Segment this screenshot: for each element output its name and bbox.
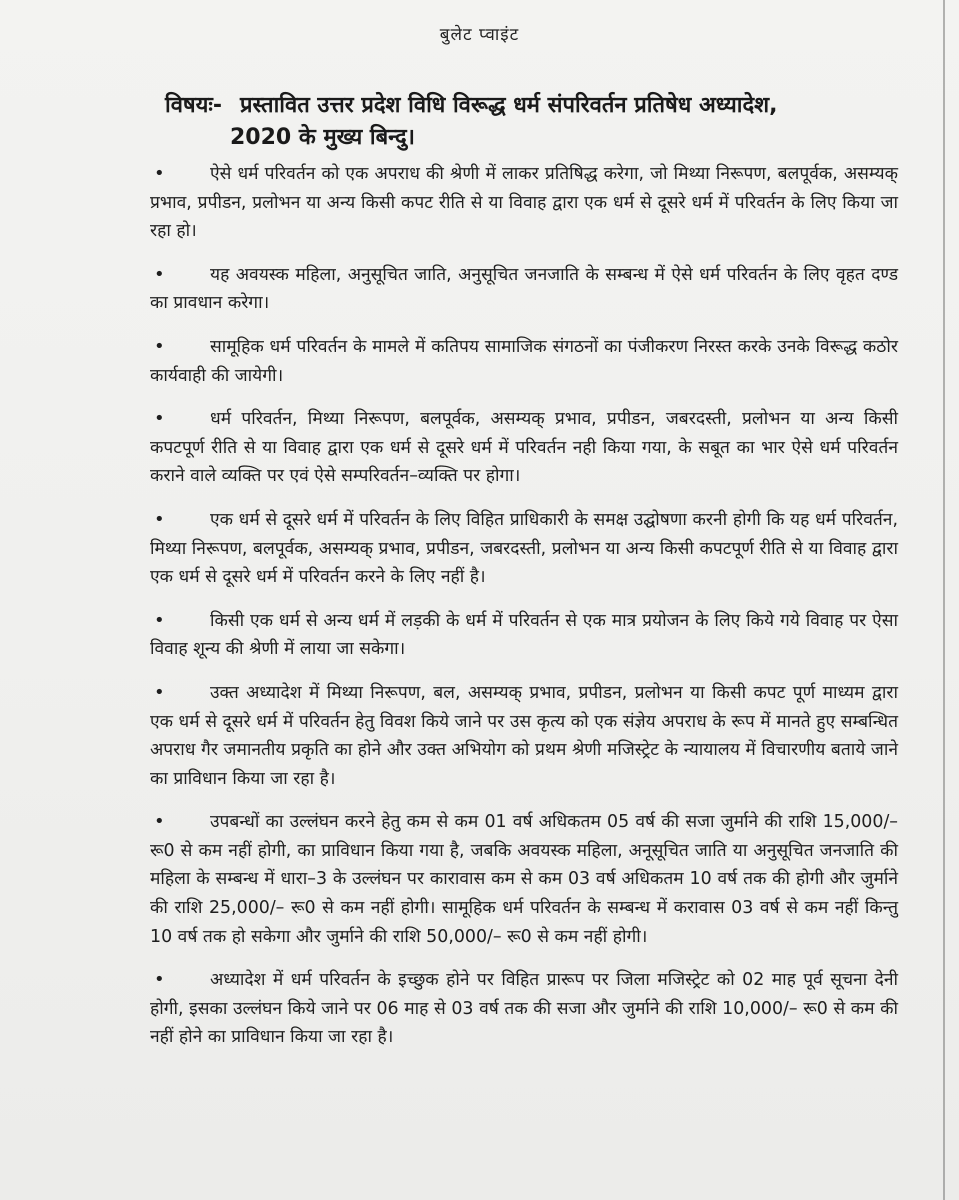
bullet-point-3 (150, 333, 898, 390)
subject-line-1: प्रस्तावित उत्तर प्रदेश विधि विरूद्ध धर्म संपरिवर्तन प्रतिषेध अध्यादेश, (239, 93, 778, 118)
subject-line-2: 2020 के मुख्य बिन्दु। (230, 125, 415, 150)
bullet-icon: • (154, 508, 165, 530)
bullet-point-2 (150, 261, 898, 318)
bullet-icon: • (154, 969, 165, 991)
bullet-point-1 (150, 160, 898, 246)
bullet-icon: • (154, 609, 165, 631)
bullet-point-7 (150, 679, 898, 793)
point-text: एक धर्म से दूसरे धर्म में परिवर्तन के लिए विहित प्राधिकारी के समक्ष उद्घोषणा करनी होगी कि यह धर्म परिवर्तन, मिथ्या निरूपण, बलपूर्वक, असम्यक् प्रभाव, प्रपीडन, जबरदस्ती, प्रलोभन या अन्य किसी कपटपूर्ण रीति से या विवाह द्वारा एक धर्म से दूसरे धर्म में परिवर्तन करने के लिए नहीं है। (150, 509, 898, 588)
point-text: किसी एक धर्म से अन्य धर्म में लड़की के धर्म में परिवर्तन से एक मात्र प्रयोजन के लिए किये गये विवाह पर ऐसा विवाह शून्य की श्रेणी में लाया जा सकेगा। (150, 610, 898, 660)
bullet-icon: • (154, 263, 165, 285)
bullet-icon: • (154, 163, 165, 184)
point-text: उक्त अध्यादेश में मिथ्या निरूपण, बल, असम्यक् प्रभाव, प्रपीडन, प्रलोभन या किसी कपट पूर्ण माध्यम द्वारा एक धर्म से दूसरे धर्म में परिवर्तन हेतु विवश किये जाने पर उस कृत्य को एक संज्ञेय अपराध के रूप में मानते हुए सम्बन्धित अपराध गैर जमानतीय प्रकृति का होने और उक्त अभियोग को प्रथम श्रेणी मजिस्ट्रेट के न्यायालय में विचारणीय बताये जाने का प्राविधान किया जा रहा है। (150, 682, 898, 789)
bullet-icon: • (154, 811, 165, 833)
point-text: उपबन्धों का उल्लंघन करने हेतु कम से कम 01 वर्ष अधिकतम 05 वर्ष की सजा जुर्माने की राशि 15,000/– रू0 से कम नहीं होगी, का प्राविधान किया गया है, जबकि अवयस्क महिला, अनूसूचित जाति या अनुसूचित जनजाति की महिला के सम्बन्ध में धारा–3 के उल्लंघन पर कारावास कम से कम 03 वर्ष अधिकतम 10 वर्ष तक की होगी और जुर्माने की राशि 25,000/– रू0 से कम नहीं होगी। सामूहिक धर्म परिवर्तन के सम्बन्ध में करावास 03 वर्ष से कम नहीं किन्तु 10 वर्ष तक हो सकेगा और जुर्माने की राशि 50,000/– रू0 से कम नहीं होगी। (150, 812, 898, 947)
page-edge-line (943, 0, 945, 1200)
point-text: ऐसे धर्म परिवर्तन को एक अपराध की श्रेणी में लाकर प्रतिषिद्ध करेगा, जो मिथ्या निरूपण, बलपूर्वक, असम्यक् प्रभाव, प्रपीडन, प्रलोभन या अन्य किसी कपट रीति से या विवाह द्वारा एक धर्म से दूसरे धर्म में परिवर्तन के लिए किया जा रहा हो। (150, 164, 898, 242)
point-text: यह अवयस्क महिला, अनुसूचित जाति, अनुसूचित जनजाति के सम्बन्ध में ऐसे धर्म परिवर्तन के लिए वृहत दण्ड का प्रावधान करेगा। (150, 264, 898, 314)
point-text: अध्यादेश में धर्म परिवर्तन के इच्छुक होने पर विहित प्रारूप पर जिला मजिस्ट्रेट को 02 माह पूर्व सूचना देनी होगी, इसका उल्लंघन किये जाने पर 06 माह से 03 वर्ष तक की सजा और जुर्माने की राशि 10,000/– रू0 से कम की नहीं होने का प्राविधान किया जा रहा है। (150, 970, 898, 1048)
bullet-points-list (150, 160, 898, 1067)
subject-label: विषयः- (165, 93, 222, 118)
bullet-point-5 (150, 506, 898, 592)
bullet-icon: • (154, 681, 165, 703)
bullet-point-4 (150, 405, 898, 491)
bullet-icon: • (154, 408, 165, 430)
bullet-icon: • (154, 335, 165, 357)
point-text: धर्म परिवर्तन, मिथ्या निरूपण, बलपूर्वक, असम्यक् प्रभाव, प्रपीडन, जबरदस्ती, प्रलोभन या अन्य किसी कपटपूर्ण रीति से या विवाह द्वारा एक धर्म से दूसरे धर्म में परिवर्तन नही किया गया, के सबूत का भार ऐसे धर्म परिवर्तन कराने वाले व्यक्ति पर एवं ऐसे सम्परिवर्तन–व्यक्ति पर होगा। (150, 409, 898, 487)
bullet-point-8 (150, 808, 898, 951)
bullet-point-6 (150, 607, 898, 664)
point-text: सामूहिक धर्म परिवर्तन के मामले में कतिपय सामाजिक संगठनों का पंजीकरण निरस्त करके उनके विरूद्ध कठोर कार्यवाही की जायेगी। (150, 336, 898, 386)
subject-block (165, 90, 905, 154)
bullet-point-9 (150, 966, 898, 1052)
document-heading: बुलेट प्वाइंट (439, 25, 520, 45)
